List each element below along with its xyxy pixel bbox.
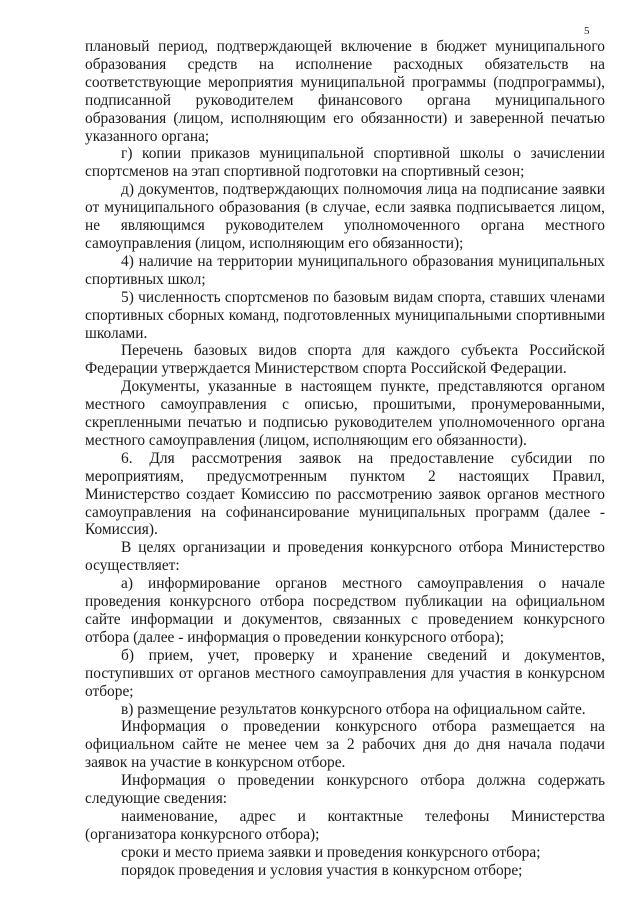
paragraph-ministry-duties: В целях организации и проведения конкурсного отбора Министерство осуществляет: [85, 539, 605, 575]
paragraph-info-name: наименование, адрес и контактные телефоны Министерства (организатора конкурсного отбора); [85, 807, 605, 843]
paragraph-info-posting: Информация о проведении конкурсного отбора размещается на официальном сайте не менее чем за 2 рабочих дня до дня начала подачи заявок на участие в конкурсном отборе. [85, 718, 605, 772]
paragraph-documents: Документы, указанные в настоящем пункте, представляются органом местного самоуправления с описью, прошитыми, пронумерованными, скрепленными печатью и подписью руководителем уполномоченного органа местного самоуправления (лицом, исполняющим его обязанности). [85, 378, 605, 449]
paragraph-sports-list: Перечень базовых видов спорта для каждого субъекта Российской Федерации утверждается Министерством спорта Российской Федерации. [85, 342, 605, 378]
document-body [85, 38, 605, 880]
paragraph-duty-v: в) размещение результатов конкурсного отбора на официальном сайте. [121, 700, 586, 718]
paragraph-item-5: 5) численность спортсменов по базовым видам спорта, ставших членами спортивных сборных команд, подготовленных муниципальными спортивными школами. [85, 288, 605, 342]
paragraph-point-6: 6. Для рассмотрения заявок на предоставление субсидии по мероприятиям, предусмотренным пунктом 2 настоящих Правил, Министерство создает Комиссию по рассмотрению заявок органов местного самоуправления на софинансирование муниципальных программ (далее - Комиссия). [85, 449, 605, 539]
paragraph-duty-a: а) информирование органов местного самоуправления о начале проведения конкурсного отбора посредством публикации на официальном сайте информации и документов, связанных с проведением конкурсного отбора (далее - информация о проведении конкурсного отбора); [85, 575, 605, 646]
paragraph-info-procedure: порядок проведения и условия участия в конкурсном отборе; [121, 861, 523, 879]
paragraph-info-terms: сроки и место приема заявки и проведения конкурсного отбора; [121, 843, 541, 861]
page-number: 5 [584, 25, 590, 37]
paragraph-item-d: д) документов, подтверждающих полномочия лица на подписание заявки от муниципального образования (в случае, если заявка подписывается лицом, не являющимся руководителем уполномоченного органа местного самоуправления (лицом, исполняющим его обязанности); [85, 181, 605, 252]
paragraph-item-4: 4) наличие на территории муниципального образования муниципальных спортивных школ; [85, 252, 605, 288]
paragraph-item-g: г) копии приказов муниципальной спортивной школы о зачислении спортсменов на этап спортивной подготовки на спортивный сезон; [85, 145, 605, 181]
paragraph-info-contents: Информация о проведении конкурсного отбора должна содержать следующие сведения: [85, 772, 605, 808]
paragraph-budget-period: плановый период, подтверждающей включение в бюджет муниципального образования средств на исполнение расходных обязательств на соответствующие мероприятия муниципальной программы (подпрограммы), подписанной руководителем финансового органа муниципального образования (лицом, исполняющим его обязанности) и заверенной печатью указанного органа; [85, 38, 605, 145]
paragraph-duty-b: б) прием, учет, проверку и хранение сведений и документов, поступивших от органов местного самоуправления для участия в конкурсном отборе; [85, 646, 605, 700]
